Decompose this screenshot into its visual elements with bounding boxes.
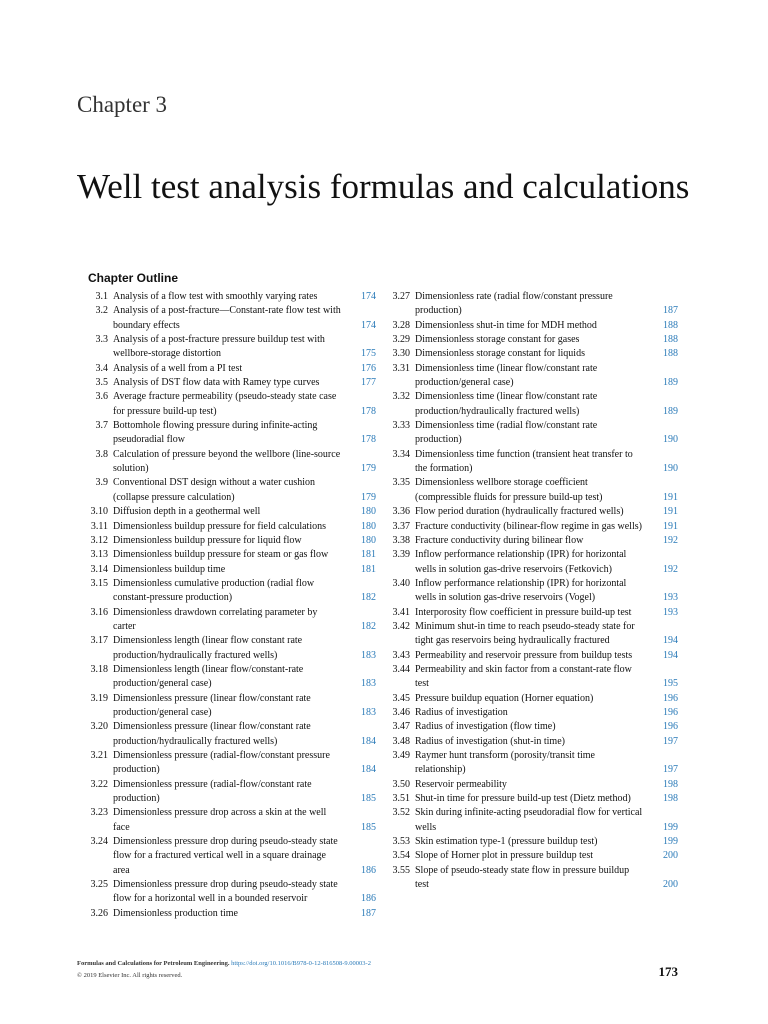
outline-entry[interactable] <box>382 735 678 749</box>
outline-entry[interactable] <box>80 448 376 477</box>
entry-page-link[interactable]: 187 <box>361 907 376 919</box>
outline-entry[interactable] <box>80 606 376 635</box>
outline-entry[interactable] <box>80 835 376 878</box>
outline-entry[interactable] <box>80 476 376 505</box>
outline-entry[interactable] <box>382 620 678 649</box>
entry-number: 3.41 <box>392 606 410 618</box>
entry-page-link[interactable]: 198 <box>663 778 678 790</box>
entry-number: 3.36 <box>392 506 410 518</box>
entry-number: 3.43 <box>392 649 410 661</box>
outline-entry[interactable] <box>80 563 376 577</box>
outline-entry[interactable] <box>80 534 376 548</box>
outline-entry[interactable] <box>382 548 678 577</box>
outline-entry[interactable] <box>382 534 678 548</box>
entry-page-link[interactable]: 180 <box>361 506 376 518</box>
entry-page-link[interactable]: 181 <box>361 563 376 575</box>
entry-title: Dimensionless storage constant for liquids <box>415 348 585 360</box>
entry-page-link[interactable]: 184 <box>361 764 376 776</box>
outline-entry[interactable] <box>80 390 376 419</box>
entry-page-link[interactable]: 182 <box>361 620 376 632</box>
entry-number: 3.50 <box>392 778 410 790</box>
entry-title: Dimensionless length (linear flow constant rate production/hydraulically fractured wells) <box>113 635 303 661</box>
entry-number: 3.4 <box>95 362 108 374</box>
entry-page-link[interactable]: 189 <box>663 377 678 389</box>
entry-title: Analysis of a well from a PI test <box>113 362 243 374</box>
outline-entry[interactable] <box>382 319 678 333</box>
outline-entry[interactable] <box>80 304 376 333</box>
outline-entry[interactable] <box>382 505 678 519</box>
entry-page-link[interactable]: 197 <box>663 735 678 747</box>
entry-number: 3.24 <box>90 836 108 848</box>
outline-entry[interactable] <box>382 649 678 663</box>
entry-page-link[interactable]: 174 <box>361 319 376 331</box>
entry-page-link[interactable]: 185 <box>361 793 376 805</box>
outline-entry[interactable] <box>80 720 376 749</box>
entry-title: Average fracture permeability (pseudo-steady state case for pressure build-up test) <box>113 391 337 417</box>
entry-number: 3.53 <box>392 836 410 848</box>
entry-number: 3.13 <box>90 549 108 561</box>
entry-title: Skin estimation type-1 (pressure buildup test) <box>415 836 598 848</box>
entry-page-link[interactable]: 186 <box>361 864 376 876</box>
entry-title: Dimensionless cumulative production (radial flow constant-pressure production) <box>113 577 315 604</box>
entry-title: Radius of investigation (shut-in time) <box>415 735 565 747</box>
entry-number: 3.49 <box>392 750 410 761</box>
entry-title: Dimensionless pressure drop across a skin at the well face <box>113 807 327 833</box>
entry-page-link[interactable]: 198 <box>663 793 678 805</box>
entry-title: Raymer hunt transform (porosity/transit time relationship) <box>415 750 595 776</box>
outline-entry[interactable] <box>382 290 678 319</box>
outline-heading: Chapter Outline <box>88 271 179 285</box>
outline-entry[interactable] <box>382 706 678 720</box>
outline-entry[interactable] <box>382 520 678 534</box>
outline-entry[interactable] <box>80 362 376 376</box>
outline-entry[interactable] <box>382 448 678 477</box>
entry-title: Shut-in time for pressure build-up test (Dietz method) <box>415 793 631 805</box>
entry-number: 3.52 <box>392 807 410 819</box>
entry-title: Fracture conductivity during bilinear flow <box>415 534 584 546</box>
entry-title: Permeability and reservoir pressure from buildup tests <box>415 649 633 661</box>
entry-title: Dimensionless time (linear flow/constant rate production/general case) <box>415 362 598 389</box>
outline-left-column <box>80 290 376 921</box>
outline-entry[interactable] <box>80 577 376 606</box>
entry-title: Dimensionless wellbore storage coefficient (compressible fluids for pressure build-up test) <box>415 477 603 503</box>
footer <box>77 958 371 982</box>
entry-title: Dimensionless pressure (radial-flow/constant rate production) <box>113 778 312 805</box>
outline-entry[interactable] <box>382 749 678 778</box>
outline-entry[interactable] <box>382 778 678 792</box>
entry-page-link[interactable]: 180 <box>361 534 376 546</box>
outline-entry[interactable] <box>80 419 376 448</box>
outline-entry[interactable] <box>80 548 376 562</box>
outline-entry[interactable] <box>80 663 376 692</box>
entry-title: Diffusion depth in a geothermal well <box>113 506 261 518</box>
outline-entry[interactable] <box>382 390 678 419</box>
entry-number: 3.39 <box>392 549 410 561</box>
entry-page-link[interactable]: 188 <box>663 319 678 331</box>
entry-number: 3.14 <box>90 563 108 575</box>
entry-page-link[interactable]: 200 <box>663 879 678 891</box>
entry-number: 3.37 <box>392 520 410 532</box>
entry-title: Dimensionless pressure (radial-flow/constant pressure production) <box>113 750 330 776</box>
entry-title: Radius of investigation (flow time) <box>415 721 556 733</box>
entry-page-link[interactable]: 183 <box>361 649 376 661</box>
entry-page-link[interactable]: 191 <box>663 491 678 503</box>
entry-number: 3.35 <box>392 477 410 489</box>
entry-title: Dimensionless storage constant for gases <box>415 334 580 346</box>
entry-title: Dimensionless buildup time <box>113 563 226 575</box>
entry-number: 3.34 <box>392 448 410 460</box>
entry-number: 3.16 <box>90 606 108 618</box>
entry-page-link[interactable]: 183 <box>361 706 376 718</box>
entry-page-link[interactable]: 191 <box>663 520 678 532</box>
entry-page-link[interactable]: 177 <box>361 377 376 389</box>
entry-title: Dimensionless buildup pressure for field calculations <box>113 520 327 532</box>
entry-title: Conventional DST design without a water cushion (collapse pressure calculation) <box>113 477 316 503</box>
entry-page-link[interactable]: 178 <box>361 405 376 417</box>
outline-right-column <box>382 290 678 892</box>
entry-number: 3.28 <box>392 319 410 331</box>
outline-entry[interactable] <box>382 663 678 692</box>
entry-number: 3.6 <box>95 391 108 403</box>
entry-page-link[interactable]: 192 <box>663 534 678 546</box>
entry-title: Analysis of a post-fracture pressure buildup test with wellbore-storage distortion <box>113 334 325 360</box>
outline-entry[interactable] <box>80 806 376 835</box>
entry-number: 3.19 <box>90 692 108 704</box>
entry-title: Analysis of a post-fracture—Constant-rate flow test with boundary effects <box>113 305 341 331</box>
entry-title: Minimum shut-in time to reach pseudo-steady state for tight gas reservoirs being hydraulically fractured <box>415 620 635 647</box>
entry-title: Reservoir permeability <box>415 778 507 790</box>
entry-page-link[interactable]: 200 <box>663 850 678 862</box>
entry-page-link[interactable]: 190 <box>663 434 678 446</box>
entry-title: Inflow performance relationship (IPR) for horizontal wells in solution gas-drive reservoirs (Vogel) <box>415 577 627 604</box>
entry-title: Dimensionless drawdown correlating parameter by carter <box>113 606 318 632</box>
entry-number: 3.17 <box>90 635 108 647</box>
entry-number: 3.27 <box>392 291 410 302</box>
entry-page-link[interactable]: 174 <box>361 291 376 302</box>
outline-entry[interactable] <box>80 778 376 807</box>
entry-page-link[interactable]: 196 <box>663 692 678 704</box>
entry-number: 3.12 <box>90 534 108 546</box>
entry-number: 3.30 <box>392 348 410 360</box>
entry-number: 3.5 <box>95 377 108 389</box>
entry-number: 3.29 <box>392 334 410 346</box>
entry-number: 3.54 <box>392 850 410 862</box>
entry-page-link[interactable]: 194 <box>663 649 678 661</box>
entry-number: 3.55 <box>392 864 410 876</box>
entry-page-link[interactable]: 183 <box>361 678 376 690</box>
outline-entry[interactable] <box>382 864 678 893</box>
entry-page-link[interactable]: 199 <box>663 821 678 833</box>
entry-page-link[interactable]: 191 <box>663 506 678 518</box>
entry-title: Radius of investigation <box>415 706 508 718</box>
entry-page-link[interactable]: 187 <box>663 305 678 317</box>
entry-title: Dimensionless shut-in time for MDH method <box>415 319 597 331</box>
entry-number: 3.51 <box>392 793 410 805</box>
outline-entry[interactable] <box>382 347 678 361</box>
entry-number: 3.32 <box>392 391 410 403</box>
chapter-title: Well test analysis formulas and calculations <box>77 167 690 206</box>
entry-title: Dimensionless rate (radial flow/constant pressure production) <box>415 291 613 317</box>
outline-entry[interactable] <box>80 290 376 304</box>
entry-number: 3.42 <box>392 620 410 632</box>
entry-page-link[interactable]: 176 <box>361 362 376 374</box>
entry-number: 3.15 <box>90 577 108 589</box>
entry-title: Slope of pseudo-steady state flow in pressure buildup test <box>415 864 630 891</box>
entry-title: Dimensionless length (linear flow/constant-rate production/general case) <box>113 663 304 690</box>
entry-page-link[interactable]: 197 <box>663 764 678 776</box>
entry-page-link[interactable]: 194 <box>663 635 678 647</box>
entry-page-link[interactable]: 182 <box>361 592 376 604</box>
outline-entry[interactable] <box>382 606 678 620</box>
outline-entry[interactable] <box>80 376 376 390</box>
entry-title: Dimensionless pressure (linear flow/constant rate production/general case) <box>113 692 311 718</box>
entry-page-link[interactable]: 195 <box>663 678 678 690</box>
entry-page-link[interactable]: 185 <box>361 821 376 833</box>
entry-number: 3.21 <box>90 750 108 761</box>
entry-number: 3.11 <box>90 520 108 532</box>
entry-page-link[interactable]: 179 <box>361 491 376 503</box>
outline-entry[interactable] <box>80 634 376 663</box>
entry-number: 3.45 <box>392 692 410 704</box>
entry-number: 3.20 <box>90 721 108 733</box>
entry-title: Slope of Horner plot in pressure buildup test <box>415 850 594 862</box>
entry-page-link[interactable]: 179 <box>361 463 376 475</box>
entry-page-link[interactable]: 188 <box>663 334 678 346</box>
entry-title: Dimensionless time function (transient heat transfer to the formation) <box>415 448 633 475</box>
entry-page-link[interactable]: 196 <box>663 706 678 718</box>
outline-entry[interactable] <box>382 692 678 706</box>
entry-title: Calculation of pressure beyond the wellbore (line-source solution) <box>113 448 341 475</box>
entry-number: 3.40 <box>392 577 410 589</box>
outline-entry[interactable] <box>382 849 678 863</box>
outline-entry[interactable] <box>382 806 678 835</box>
outline-entry[interactable] <box>80 878 376 907</box>
outline-entry[interactable] <box>382 720 678 734</box>
entry-title: Pressure buildup equation (Horner equation) <box>415 692 594 704</box>
entry-number: 3.44 <box>392 663 410 675</box>
entry-title: Inflow performance relationship (IPR) for horizontal wells in solution gas-drive reservoirs (Fetkovich) <box>415 549 627 575</box>
entry-page-link[interactable]: 193 <box>663 592 678 604</box>
entry-number: 3.8 <box>95 448 108 460</box>
entry-number: 3.3 <box>95 334 108 346</box>
outline-entry[interactable] <box>80 749 376 778</box>
page-number: 173 <box>658 964 678 979</box>
entry-title: Fracture conductivity (bilinear-flow regime in gas wells) <box>415 520 642 532</box>
entry-number: 3.1 <box>95 291 108 302</box>
entry-page-link[interactable]: 180 <box>361 520 376 532</box>
outline-entry[interactable] <box>80 505 376 519</box>
entry-title: Dimensionless buildup pressure for liquid flow <box>113 534 302 546</box>
outline-entry[interactable] <box>80 333 376 362</box>
entry-page-link[interactable]: 186 <box>361 893 376 905</box>
entry-title: Permeability and skin factor from a constant-rate flow test <box>415 663 632 690</box>
chapter-label: Chapter 3 <box>77 92 168 117</box>
entry-title: Dimensionless production time <box>113 907 238 919</box>
outline-entry[interactable] <box>382 333 678 347</box>
entry-page-link[interactable]: 175 <box>361 348 376 360</box>
outline-entry[interactable] <box>80 907 376 921</box>
outline-entry[interactable] <box>382 835 678 849</box>
entry-page-link[interactable]: 189 <box>663 405 678 417</box>
entry-page-link[interactable]: 190 <box>663 463 678 475</box>
outline-entry[interactable] <box>382 362 678 391</box>
entry-number: 3.46 <box>392 706 410 718</box>
entry-number: 3.10 <box>90 506 108 518</box>
entry-number: 3.9 <box>95 477 108 489</box>
entry-number: 3.31 <box>392 362 410 374</box>
entry-page-link[interactable]: 188 <box>663 348 678 360</box>
entry-page-link[interactable]: 184 <box>361 735 376 747</box>
entry-page-link[interactable]: 192 <box>663 563 678 575</box>
entry-page-link[interactable]: 181 <box>361 549 376 561</box>
entry-title: Bottomhole flowing pressure during infinite-acting pseudoradial flow <box>113 420 318 446</box>
entry-title: Dimensionless time (linear flow/constant rate production/hydraulically fractured wells) <box>415 391 598 417</box>
entry-title: Analysis of DST flow data with Ramey type curves <box>113 377 320 389</box>
entry-number: 3.33 <box>392 420 410 432</box>
entry-number: 3.48 <box>392 735 410 747</box>
entry-number: 3.23 <box>90 807 108 819</box>
entry-title: Skin during infinite-acting pseudoradial flow for vertical wells <box>415 807 643 833</box>
entry-number: 3.22 <box>90 778 108 790</box>
footer-doi-link[interactable]: https://doi.org/10.1016/B978-0-12-816508-9.00003-2 <box>231 960 371 967</box>
entry-number: 3.7 <box>95 420 108 432</box>
entry-title: Dimensionless pressure drop during pseudo-steady state flow for a fractured vertical well in a square drainage area <box>113 836 338 876</box>
entry-page-link[interactable]: 178 <box>361 434 376 446</box>
outline-entry[interactable] <box>80 692 376 721</box>
entry-number: 3.2 <box>95 305 108 317</box>
entry-title: Dimensionless pressure drop during pseudo-steady state flow for a horizontal well in a bounded reservoir <box>113 879 338 905</box>
outline-entry[interactable] <box>382 476 678 505</box>
entry-title: Flow period duration (hydraulically fractured wells) <box>415 506 624 518</box>
entry-title: Dimensionless time (radial flow/constant rate production) <box>415 420 598 446</box>
entry-title: Analysis of a flow test with smoothly varying rates <box>113 291 318 302</box>
entry-number: 3.38 <box>392 534 410 546</box>
outline-entry[interactable] <box>80 520 376 534</box>
footer-copyright: © 2019 Elsevier Inc. All rights reserved. <box>77 972 183 979</box>
outline-entry[interactable] <box>382 419 678 448</box>
entry-number: 3.47 <box>392 721 410 733</box>
entry-title: Interporosity flow coefficient in pressure build-up test <box>415 606 632 618</box>
entry-page-link[interactable]: 196 <box>663 721 678 733</box>
entry-title: Dimensionless pressure (linear flow/constant rate production/hydraulically fractured wells) <box>113 721 311 747</box>
entry-title: Dimensionless buildup pressure for steam or gas flow <box>113 549 329 561</box>
outline-entry[interactable] <box>382 577 678 606</box>
entry-page-link[interactable]: 193 <box>663 606 678 618</box>
entry-number: 3.18 <box>90 663 108 675</box>
outline-entry[interactable] <box>382 792 678 806</box>
entry-number: 3.25 <box>90 879 108 891</box>
entry-page-link[interactable]: 199 <box>663 836 678 848</box>
entry-number: 3.26 <box>90 907 108 919</box>
footer-book-title: Formulas and Calculations for Petroleum Engineering. <box>77 960 230 967</box>
